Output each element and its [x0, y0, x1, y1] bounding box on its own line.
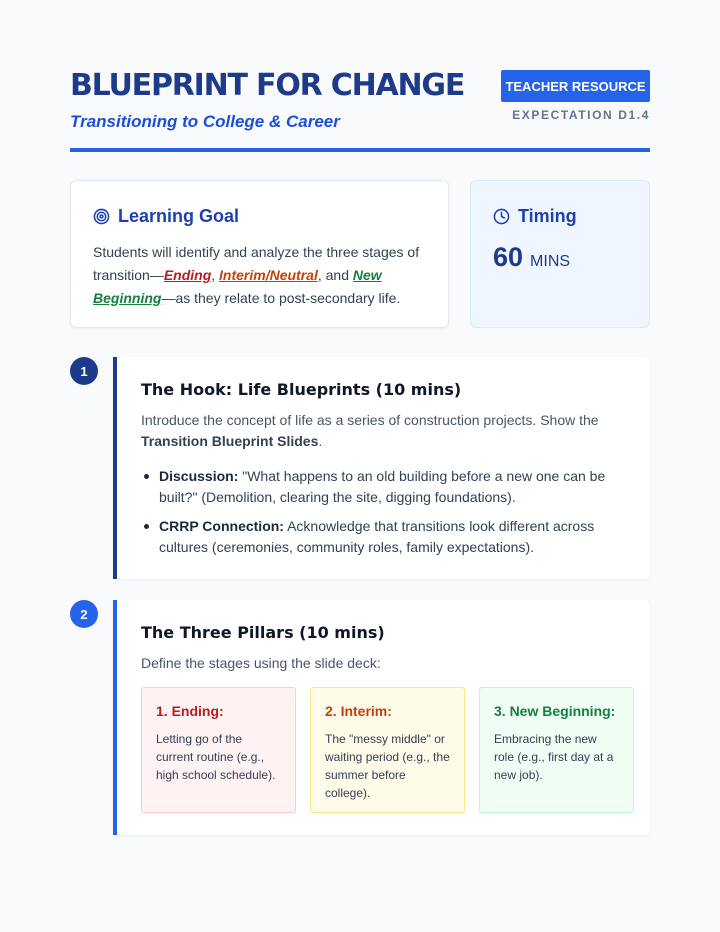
timing-unit: MINS	[530, 253, 571, 270]
pillars-row	[141, 687, 634, 813]
timing-value	[493, 242, 627, 273]
page-subtitle: Transitioning to College & Career	[70, 112, 340, 131]
step-intro: Introduce the concept of life as a series of construction projects. Show the Transition Blueprint Slides.	[141, 412, 599, 449]
stage-ending: Ending	[163, 267, 212, 283]
target-icon	[93, 208, 110, 225]
step-title: The Three Pillars (10 mins)	[141, 623, 385, 642]
pillar-text: Letting go of the current routine (e.g., high school schedule).	[156, 732, 276, 782]
pillar-title: 3. New Beginning:	[494, 703, 616, 719]
pillar-title: 2. Interim:	[325, 703, 392, 719]
pillar-text: Embracing the new role (e.g., first day at a new job).	[494, 732, 614, 782]
pillar-ending	[141, 687, 296, 813]
learning-goal-header	[93, 204, 426, 228]
step-number-1: 1	[70, 357, 98, 385]
pillar-new-beginning	[479, 687, 634, 813]
step-number-2: 2	[70, 600, 98, 628]
expectation-code: EXPECTATION D1.4	[512, 108, 650, 122]
step-card-three-pillars	[113, 600, 650, 835]
bullet-discussion: Discussion: "What happens to an old building before a new one can be built?" (Demolition, clearing the site, digging foundations).	[141, 466, 628, 508]
learning-goal-card	[70, 180, 449, 328]
step-title: The Hook: Life Blueprints (10 mins)	[141, 380, 462, 399]
clock-icon	[493, 208, 510, 225]
learning-goal-heading: Learning Goal	[118, 205, 240, 226]
stage-new-beginning: New Beginning	[93, 267, 382, 306]
pillar-text: The "messy middle" or waiting period (e.g., the summer before college).	[325, 732, 450, 800]
pillar-interim	[310, 687, 465, 813]
bullet-crrp-connection: CRRP Connection: Acknowledge that transitions look different across cultures (ceremonies, community roles, family expectations).	[141, 516, 628, 558]
step-intro: Define the stages using the slide deck:	[141, 655, 381, 671]
slides-reference: Transition Blueprint Slides	[141, 433, 319, 449]
timing-heading: Timing	[518, 205, 577, 226]
teacher-resource-badge: TEACHER RESOURCE	[501, 70, 650, 102]
step-bullets	[141, 466, 628, 558]
timing-card	[470, 180, 650, 328]
stage-interim: Interim/Neutral	[219, 267, 318, 283]
page-header	[70, 68, 650, 152]
timing-number: 60	[493, 242, 524, 272]
timing-header	[493, 204, 627, 228]
step-card-hook	[113, 357, 650, 579]
pillar-title: 1. Ending:	[156, 703, 224, 719]
page-title: BLUEPRINT FOR CHANGE	[70, 68, 465, 103]
learning-goal-text: Students will identify and analyze the three stages of transition—Ending, Interim/Neutral, and New Beginning—as they relate to post-secondary life.	[93, 244, 420, 306]
